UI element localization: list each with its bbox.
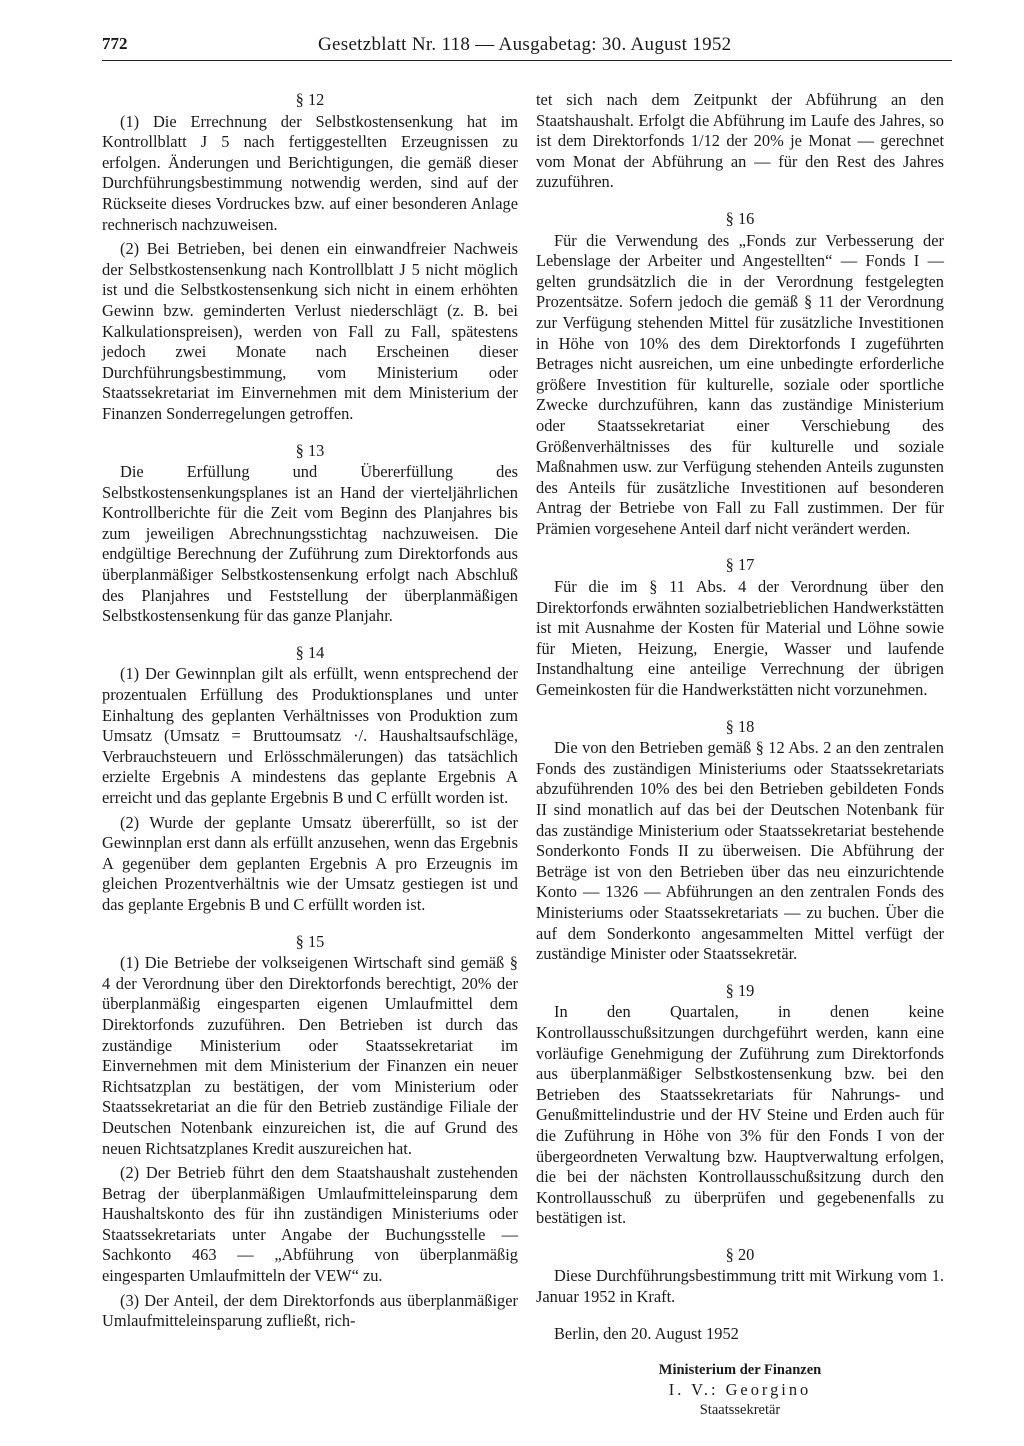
paragraph-15-continued: tet sich nach dem Zeitpunkt der Abführung an den Staatshaushalt. Erfolgt die Abführung im Laufe des Jahres, so ist dem Direktorfonds 1/12 der 20% je Monat — gerechnet vom Monat der Abführung an — für den Rest des Jahres zuzuführen. (536, 90, 944, 192)
section-heading-20: § 20 (725, 1244, 755, 1264)
paragraph-14-2: (2) Wurde der geplante Umsatz übererfüllt, so ist der Gewinnplan erst dann als erfüllt anzusehen, wenn das Ergebnis A gegenüber dem geplanten Ergebnis A pro Erzeugnis im gleichen Prozentverhältnis wie der Umsatz gestiegen ist und das geplante Ergebnis B und C erfüllt worden ist. (102, 812, 518, 914)
signature-ministry: Ministerium der Finanzen (658, 1362, 822, 1379)
header-title: Gesetzblatt Nr. 118 — Ausgabetag: 30. August 1952 (318, 34, 732, 55)
section-heading-19: § 19 (725, 980, 755, 1000)
page-number: 772 (102, 34, 128, 53)
section-heading-17: § 17 (725, 555, 755, 575)
section-heading-18: § 18 (725, 716, 755, 736)
paragraph-14-1: (1) Der Gewinnplan gilt als erfüllt, wenn entsprechend der prozentualen Erfüllung des Produktionsplanes und unter Einhaltung des geplanten Verhältnisses von Produktion zum Umsatz (Umsatz = Bruttoumsatz ·/. Haushaltsaufschläge, Verbrauchsteuern und Erlösschmälerungen) das tatsächlich erzielte Ergebnis A mindestens das geplante Ergebnis A erreicht und das geplante Ergebnis B und C erfüllt worden ist. (102, 664, 518, 807)
paragraph-15-2: (2) Der Betrieb führt den dem Staatshaushalt zustehenden Betrag der überplanmäßigen Umlaufmitteleinsparung dem Haushaltskonto des für ihn zuständigen Ministeriums oder Staatssekretariats unter Angabe der Buchungsstelle — Sachkonto 463 — „Abführung von überplanmäßig eingesparten Umlaufmitteln der VEW“ zu. (102, 1163, 518, 1286)
left-column (102, 90, 518, 1336)
paragraph-15-1: (1) Die Betriebe der volkseigenen Wirtschaft sind gemäß § 4 der Verordnung über den Direktorfonds berechtigt, 20% der überplanmäßig eingesparten eigenen Umlaufmittel dem Direktorfonds zuzuführen. Den Betrieben ist durch das zuständige Ministerium oder Staatssekretariat im Einvernehmen mit dem Ministerium der Finanzen ein neuer Richtsatzplan zu bestätigen, der vom Ministerium oder Staatssekretariat an die für den Betrieb zuständige Filiale der Deutschen Notenbank einzureichen ist, die auf Grund des neuen Richtsatzplanes Kredit auszureichen hat. (102, 953, 518, 1158)
section-heading-12: § 12 (295, 90, 325, 109)
section-heading-13: § 13 (295, 440, 325, 460)
paragraph-12-2: (2) Bei Betrieben, bei denen ein einwandfreier Nachweis der Selbstkostensenkung nach Kontrollblatt J 5 nicht möglich ist und die Selbstkostensenkung sich nicht in einem erhöhten Gewinn bzw. geminderten Verlust niederschlägt (z. B. bei Kalkulationspreisen), werden von Fall zu Fall, spätestens jedoch zwei Monate nach Erscheinen dieser Durchführungsbestimmung, vom Ministerium oder Staatssekretariat im Einvernehmen mit dem Ministerium der Finanzen Sonderregelungen getroffen. (102, 239, 518, 423)
paragraph-13-1: Die Erfüllung und Übererfüllung des Selbstkostensenkungsplanes ist an Hand der vierteljährlichen Kontrollberichte für die Zeit vom Beginn des Planjahres bis zum jeweiligen Abrechnungsstichtag nachzuweisen. Die endgültige Berechnung der Zuführung zum Direktorfonds aus überplanmäßiger Selbstkostensenkung erfolgt nach Abschluß des Planjahres und Feststellung der überplanmäßigen Selbstkostensenkung für das ganze Planjahr. (102, 462, 518, 626)
paragraph-19-1: In den Quartalen, in denen keine Kontrollausschußsitzungen durchgeführt werden, kann eine vorläufige Genehmigung der Zuführung zum Direktorfonds aus überplanmäßiger Selbstkostensenkung bzw. bei den Betrieben des Staatssekretariats für Nahrungs- und Genußmittelindustrie und der HV Steine und Erden auch für die Zuführung in Höhe von 3% für den Fonds I von der übergeordneten Verwaltung bzw. Hauptverwaltung erfolgen, die bei der nächsten Kontrollausschußsitzung durch den Kontrollausschuß zu überprüfen und gegebenenfalls zu bestätigen ist. (536, 1002, 944, 1228)
section-heading-15: § 15 (295, 931, 325, 951)
place-and-date: Berlin, den 20. August 1952 (554, 1323, 739, 1343)
paragraph-12-1: (1) Die Errechnung der Selbstkostensenkung hat im Kontrollblatt J 5 nach fertiggestellten Erzeugnissen zu erfolgen. Änderungen und Berichtigungen, die gemäß dieser Durchführungsbestimmung notwendig werden, sind auf der Rückseite dieses Vordruckes bzw. auf einer besonderen Anlage rechnerisch nachzuweisen. (102, 111, 518, 234)
signature-block (536, 1360, 944, 1420)
signature-name: I. V.: Georgino (668, 1380, 812, 1400)
right-column (536, 90, 944, 1420)
paragraph-17-1: Für die im § 11 Abs. 4 der Verordnung über den Direktorfonds erwähnten sozialbetrieblichen Handwerkstätten ist mit Ausnahme der Kosten für Material und Löhne sowie für Mieten, Heizung, Energie, Wasser und laufende Instandhaltung eine anteilige Verrechnung der übrigen Gemeinkosten für die Handwerkstätten nicht vorzunehmen. (536, 577, 944, 700)
paragraph-16-1: Für die Verwendung des „Fonds zur Verbesserung der Lebenslage der Arbeiter und Angestellten“ — Fonds I — gelten grundsätzlich die in der Verordnung festgelegten Prozentsätze. Sofern jedoch die gemäß § 11 der Verordnung zur Verfügung stehenden Mittel für zusätzliche Investitionen in Höhe von 10% des dem Direktorfonds I zugeführten Betrages nicht ausreichen, um eine unbedingte erforderliche größere Investition für kulturelle, soziale oder sportliche Zwecke durchzuführen, kann das zuständige Ministerium oder Staatssekretariat einer Verschiebung des Größenverhältnisses des für kulturelle und soziale Maßnahmen usw. zur Verfügung stehenden Anteils zugunsten des Anteils für zusätzliche Investitionen auf besonderen Antrag der Betriebe von Fall zu Fall zustimmen. Der für Prämien vorgesehene Anteil darf nicht verändert werden. (536, 230, 944, 538)
section-heading-16: § 16 (725, 208, 755, 228)
paragraph-15-3: (3) Der Anteil, der dem Direktorfonds aus überplanmäßiger Umlaufmitteleinsparung zufließt, rich- (102, 1290, 518, 1331)
signature-title: Staatssekretär (699, 1402, 781, 1419)
page-header (102, 32, 952, 61)
paragraph-20-1: Diese Durchführungsbestimmung tritt mit Wirkung vom 1. Januar 1952 in Kraft. (536, 1266, 944, 1307)
paragraph-18-1: Die von den Betrieben gemäß § 12 Abs. 2 an den zentralen Fonds des zuständigen Ministeriums oder Staatssekretariats abzuführenden 10% des bei den Betrieben gebildeten Fonds II sind monatlich auf das bei der Deutschen Notenbank für das zuständige Ministerium oder Staatssekretariat bestehende Sonderkonto Fonds II zu überweisen. Die Abführung der Beträge ist von den Betrieben über das neu einzurichtende Konto — 1326 — Abführungen an den zentralen Fonds des Ministeriums oder Staatssekretariats — zu buchen. Über die auf dem Sonderkonto angesammelten Mittel verfügt der zuständige Minister oder Staatssekretär. (536, 738, 944, 964)
section-heading-14: § 14 (295, 642, 325, 662)
